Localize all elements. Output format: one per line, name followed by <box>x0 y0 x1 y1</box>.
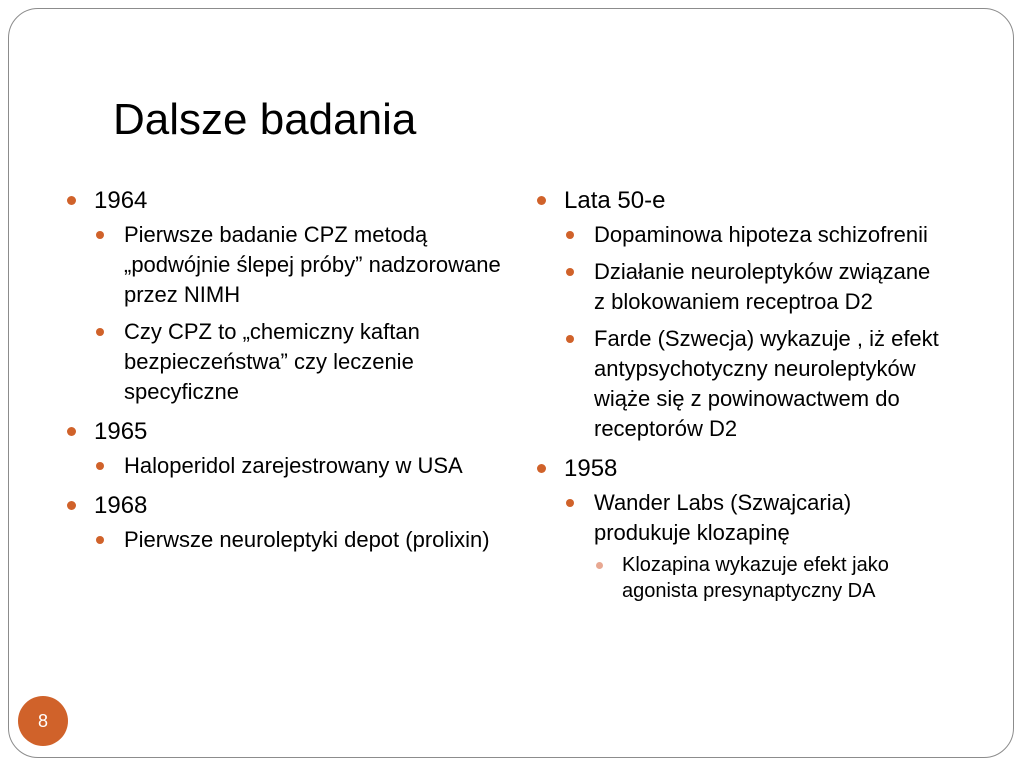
bullet-icon <box>67 427 76 436</box>
sub-list-item-text: Haloperidol zarejestrowany w USA <box>124 453 463 478</box>
sub-list-item-text: Działanie neuroleptyków związane z blokowaniem receptroa D2 <box>594 259 931 314</box>
list-item-lata-50 <box>534 186 944 444</box>
sub-list <box>94 525 504 555</box>
bullet-icon <box>566 335 574 343</box>
sub-list-item-text: Pierwsze neuroleptyki depot (prolixin) <box>124 527 490 552</box>
sub-list-item <box>564 324 944 444</box>
bullet-icon <box>96 536 104 544</box>
list-item-label: 1964 <box>94 187 148 214</box>
bullet-icon <box>96 328 104 336</box>
sub-list-item <box>94 525 504 555</box>
sub-list-item-text: Farde (Szwecja) wykazuje , iż efekt antypsychotyczny neuroleptyków wiąże się z powinowactwem do receptorów D2 <box>594 326 939 441</box>
sub-list <box>564 488 944 604</box>
list-item-label: 1958 <box>564 455 618 482</box>
list-item-1965 <box>64 417 504 481</box>
list-item-label: 1965 <box>94 418 148 445</box>
bullet-icon <box>67 501 76 510</box>
sub-list-item <box>564 488 944 604</box>
sub-list-item <box>564 220 944 250</box>
sub-sub-list <box>594 552 944 604</box>
bullet-icon <box>537 464 546 473</box>
list-item-label: Lata 50-e <box>564 187 666 214</box>
list-item-1958 <box>534 454 944 604</box>
bullet-icon <box>566 499 574 507</box>
sub-list-item <box>564 257 944 317</box>
bullet-icon <box>96 231 104 239</box>
sub-list-item <box>94 220 504 310</box>
sub-list-item-text: Wander Labs (Szwajcaria) produkuje klozapinę <box>594 490 852 545</box>
bullet-icon <box>566 268 574 276</box>
sub-list <box>94 451 504 481</box>
sub-sub-list-item <box>594 552 944 604</box>
bullet-icon <box>96 462 104 470</box>
list-item-label: 1968 <box>94 492 148 519</box>
list-item-1968 <box>64 491 504 555</box>
sub-list-item-text: Pierwsze badanie CPZ metodą „podwójnie ślepej próby” nadzorowane przez NIMH <box>124 222 501 307</box>
slide-title: Dalsze badania <box>113 95 417 144</box>
right-column-list <box>534 186 944 614</box>
sub-list-item <box>94 317 504 407</box>
sub-sub-list-item-text: Klozapina wykazuje efekt jako agonista presynaptyczny DA <box>622 554 889 602</box>
list-item-1964 <box>64 186 504 407</box>
sub-list-item-text: Dopaminowa hipoteza schizofrenii <box>594 222 928 247</box>
left-column-list <box>64 186 504 565</box>
bullet-icon <box>596 562 603 569</box>
sub-list <box>564 220 944 444</box>
bullet-icon <box>537 196 546 205</box>
sub-list <box>94 220 504 407</box>
page-number-badge: 8 <box>18 696 68 746</box>
sub-list-item-text: Czy CPZ to „chemiczny kaftan bezpieczeństwa” czy leczenie specyficzne <box>124 319 420 404</box>
sub-list-item <box>94 451 504 481</box>
bullet-icon <box>566 231 574 239</box>
bullet-icon <box>67 196 76 205</box>
